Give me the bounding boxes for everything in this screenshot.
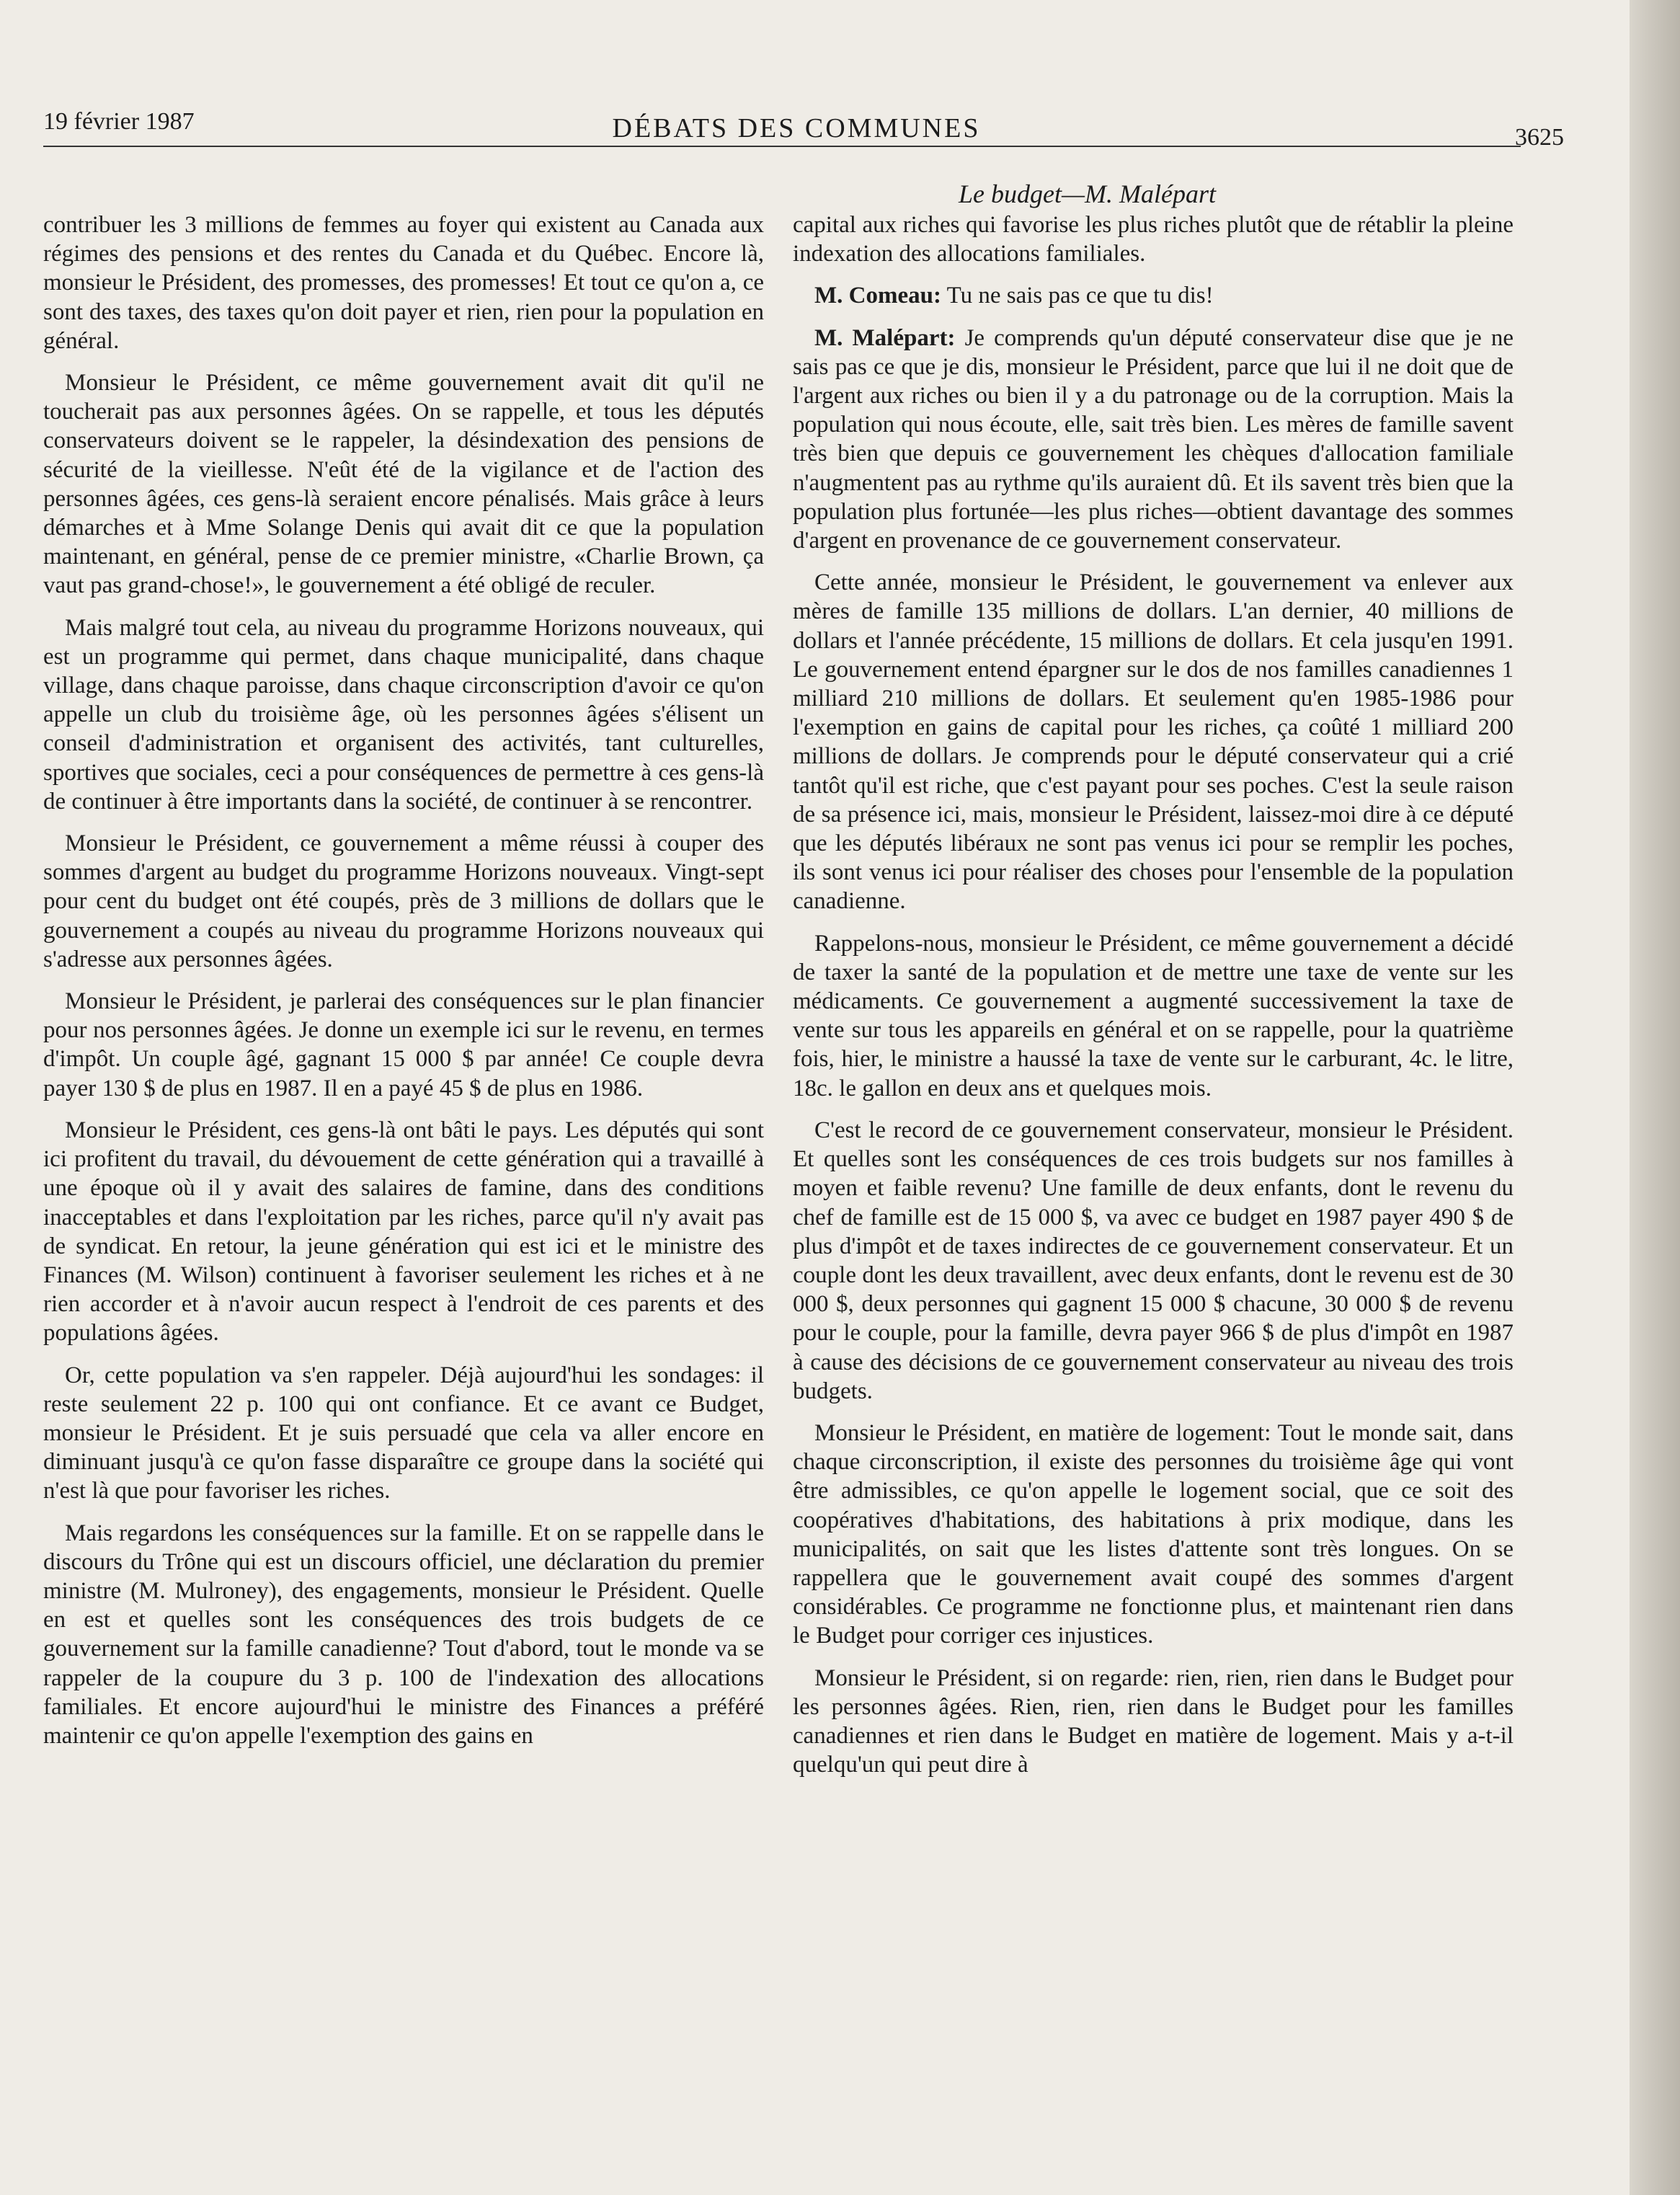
running-head: Le budget—M. Malépart <box>959 179 1216 208</box>
paragraph: contribuer les 3 millions de femmes au foyer qui existent au Canada aux régimes des pensions et des rentes du Canada et du Québec. Encore là, monsieur le Président, des promesses, des promesses! Et tout ce qu'on a, ce sont des taxes, des taxes qu'on doit payer et rien, rien pour la population en général. <box>43 212 764 354</box>
paragraph: Cette année, monsieur le Président, le gouvernement va enlever aux mères de famille 135 millions de dollars. L'an dernier, 40 millions de dollars et l'année précédente, 15 millions de dollars. Et cela jusqu'en 1991. Le gouvernement entend épargner sur le dos de nos familles canadiennes 1 milliard 210 millions de dollars. Et seulement qu'en 1985-1986 pour l'exemption en gains de capital pour les riches, ça coûté 1 milliard 200 millions de dollars. Je comprends pour le député conservateur qui a crié tantôt qu'il est riche, que c'est payant pour ses poches. C'est la seule raison de sa présence ici, mais, monsieur le Président, laissez-moi dire à ce député que les députés libéraux ne sont pas venus ici pour se remplir les poches, ils sont venus ici pour réaliser des choses pour l'ensemble de la population canadienne. <box>793 569 1514 915</box>
page-number: 3625 <box>1515 124 1564 151</box>
header-rule <box>43 146 1521 147</box>
paragraph: Monsieur le Président, ces gens-là ont bâti le pays. Les députés qui sont ici profitent du travail, du dévouement de cette génération qui a travaillé à une époque où il y avait des salaires de famine, dans des conditions inacceptables et dans l'exploitation par les riches, parce qu'il n'y avait pas de syndicat. En retour, la jeune génération qui est ici et le ministre des Finances (M. Wilson) continuent à favoriser seulement les riches et à ne rien accorder et à n'avoir aucun respect à l'endroit de ces parents et des populations âgées. <box>43 1117 764 1347</box>
paragraph: Rappelons-nous, monsieur le Président, ce même gouvernement a décidé de taxer la santé de la population et de mettre une taxe de vente sur les médicaments. Ce gouvernement a augmenté successivement la taxe de vente sur tous les appareils en général et on se rappelle, pour la quatrième fois, hier, le ministre a haussé la taxe de vente sur le carburant, 4c. le litre, 18c. le gallon en deux ans et quelques mois. <box>793 930 1514 1101</box>
paragraph: Or, cette population va s'en rappeler. Déjà aujourd'hui les sondages: il reste seulement 22 p. 100 qui ont confiance. Et ce avant ce Budget, monsieur le Président. Et je suis persuadé que cela va aller encore en diminuant jusqu'à ce qu'on fasse disparaître ce groupe dans la société qui n'est là que pour favoriser les riches. <box>43 1362 764 1504</box>
speech-comeau <box>793 281 1514 310</box>
paragraph: Monsieur le Président, si on regarde: rien, rien, rien dans le Budget pour les personnes âgées. Rien, rien, rien dans le Budget pour les familles canadiennes et rien dans le Budget en matière de logement. Mais y a-t-il quelqu'un qui peut dire à <box>793 1664 1514 1778</box>
page-header <box>29 108 1564 159</box>
paragraph: C'est le record de ce gouvernement conservateur, monsieur le Président. Et quelles sont les conséquences de ces trois budgets sur nos familles à moyen et faible revenu? Une famille de deux enfants, dont le revenu du chef de famille est de 15 000 $, va avec ce budget en 1987 payer 490 $ de plus d'impôt et de taxes indirectes de ce gouvernement conservateur. Et un couple dont les deux travaillent, avec deux enfants, dont le revenu est de 30 000 $, deux personnes qui gagnent 15 000 $ chacune, 30 000 $ de revenu pour le couple, pour la famille, devra payer 966 $ de plus d'impôt en 1987 à cause des décisions de ce gouvernement conservateur au niveau des trois budgets. <box>793 1117 1514 1404</box>
paragraph: Monsieur le Président, ce même gouvernement avait dit qu'il ne toucherait pas aux personnes âgées. On se rappelle, et tous les députés conservateurs doivent se le rappeler, la désindexation des pensions de sécurité de la vieillesse. N'eût été de la vigilance et de l'action des personnes âgées, ces gens-là seraient encore pénalisés. Mais grâce à leurs démarches et à Mme Solange Denis qui avait dit ce que la population maintenant, en général, pense de ce premier ministre, «Charlie Brown, ça vaut pas grand-chose!», le gouvernement a été obligé de reculer. <box>43 370 764 599</box>
speaker-name: M. Comeau: <box>814 283 941 309</box>
paragraph: Monsieur le Président, ce gouvernement a même réussi à couper des sommes d'argent au budget du programme Horizons nouveaux. Vingt-sept pour cent du budget ont été coupés, près de 3 millions de dollars que le gouvernement a coupés au niveau du programme Horizons nouveaux qui s'adresse aux personnes âgées. <box>43 830 764 972</box>
paragraph: Monsieur le Président, en matière de logement: Tout le monde sait, dans chaque circonscription, il existe des personnes du troisième âge qui vont être admissibles, ce qu'on appelle le logement social, que ce soit des coopératives d'habitations, des habitations à prix modique, dans les municipalités, on sait que les listes d'attente sont très longues. On se rappellera que le gouvernement avait coupé des sommes d'argent considérables. Ce programme ne fonctionne plus, et maintenant rien dans le Budget pour corriger ces injustices. <box>793 1419 1514 1649</box>
speech-text: Je comprends qu'un député conservateur dise que je ne sais pas ce que je dis, monsieur le Président, parce que lui il ne doit que de l'argent aux riches ou bien il y a du patronage ou de la corruption. Mais la population qui nous écoute, elle, sait très bien. Les mères de famille savent très bien que depuis ce gouvernement les chèques d'allocation familiale n'augmentent pas au rythme qu'ils auraient dû. Et ils savent très bien que la population plus fortunée—les plus riches—obtient davantage des sommes d'argent en provenance de ce gouvernement conservateur. <box>793 324 1514 554</box>
right-column <box>793 210 1514 1792</box>
paragraph: Mais malgré tout cela, au niveau du programme Horizons nouveaux, qui est un programme qui permet, dans chaque municipalité, dans chaque village, dans chaque paroisse, dans chaque circonscription d'avoir ce qu'on appelle un club du troisième âge, où les personnes âgées s'élisent un conseil d'administration et organisent des activités, tant culturelles, sportives que sociales, ceci a pour conséquences de permettre à ces gens-là de continuer à être importants dans la société, de continuer à se rencontrer. <box>43 614 764 815</box>
speech-malepart <box>793 324 1514 556</box>
header-date: 19 février 1987 <box>43 108 195 135</box>
paragraph: capital aux riches qui favorise les plus riches plutôt que de rétablir la pleine indexation des allocations familiales. <box>793 212 1514 267</box>
left-column <box>43 210 764 1763</box>
speech-text: Tu ne sais pas ce que tu dis! <box>941 283 1214 309</box>
paragraph: Mais regardons les conséquences sur la famille. Et on se rappelle dans le discours du Trône qui est un discours officiel, une déclaration du premier ministre (M. Mulroney), des engagements, monsieur le Président. Quelle en est et quelles sont les conséquences des trois budgets de ce gouvernement sur la famille canadienne? Tout d'abord, tout le monde va se rappeler de la coupure du 3 p. 100 de l'indexation des allocations familiales. Et encore aujourd'hui le ministre des Finances a préféré maintenir ce qu'on appelle l'exemption des gains en <box>43 1520 764 1749</box>
page-gutter-shadow <box>1630 0 1680 2195</box>
paragraph: Monsieur le Président, je parlerai des conséquences sur le plan financier pour nos personnes âgées. Je donne un exemple ici sur le revenu, en termes d'impôt. Un couple âgé, gagnant 15 000 $ par année! Ce couple devra payer 130 $ de plus en 1987. Il en a payé 45 $ de plus en 1986. <box>43 988 764 1101</box>
header-title: DÉBATS DES COMMUNES <box>612 113 981 143</box>
speaker-name: M. Malépart: <box>814 324 956 351</box>
